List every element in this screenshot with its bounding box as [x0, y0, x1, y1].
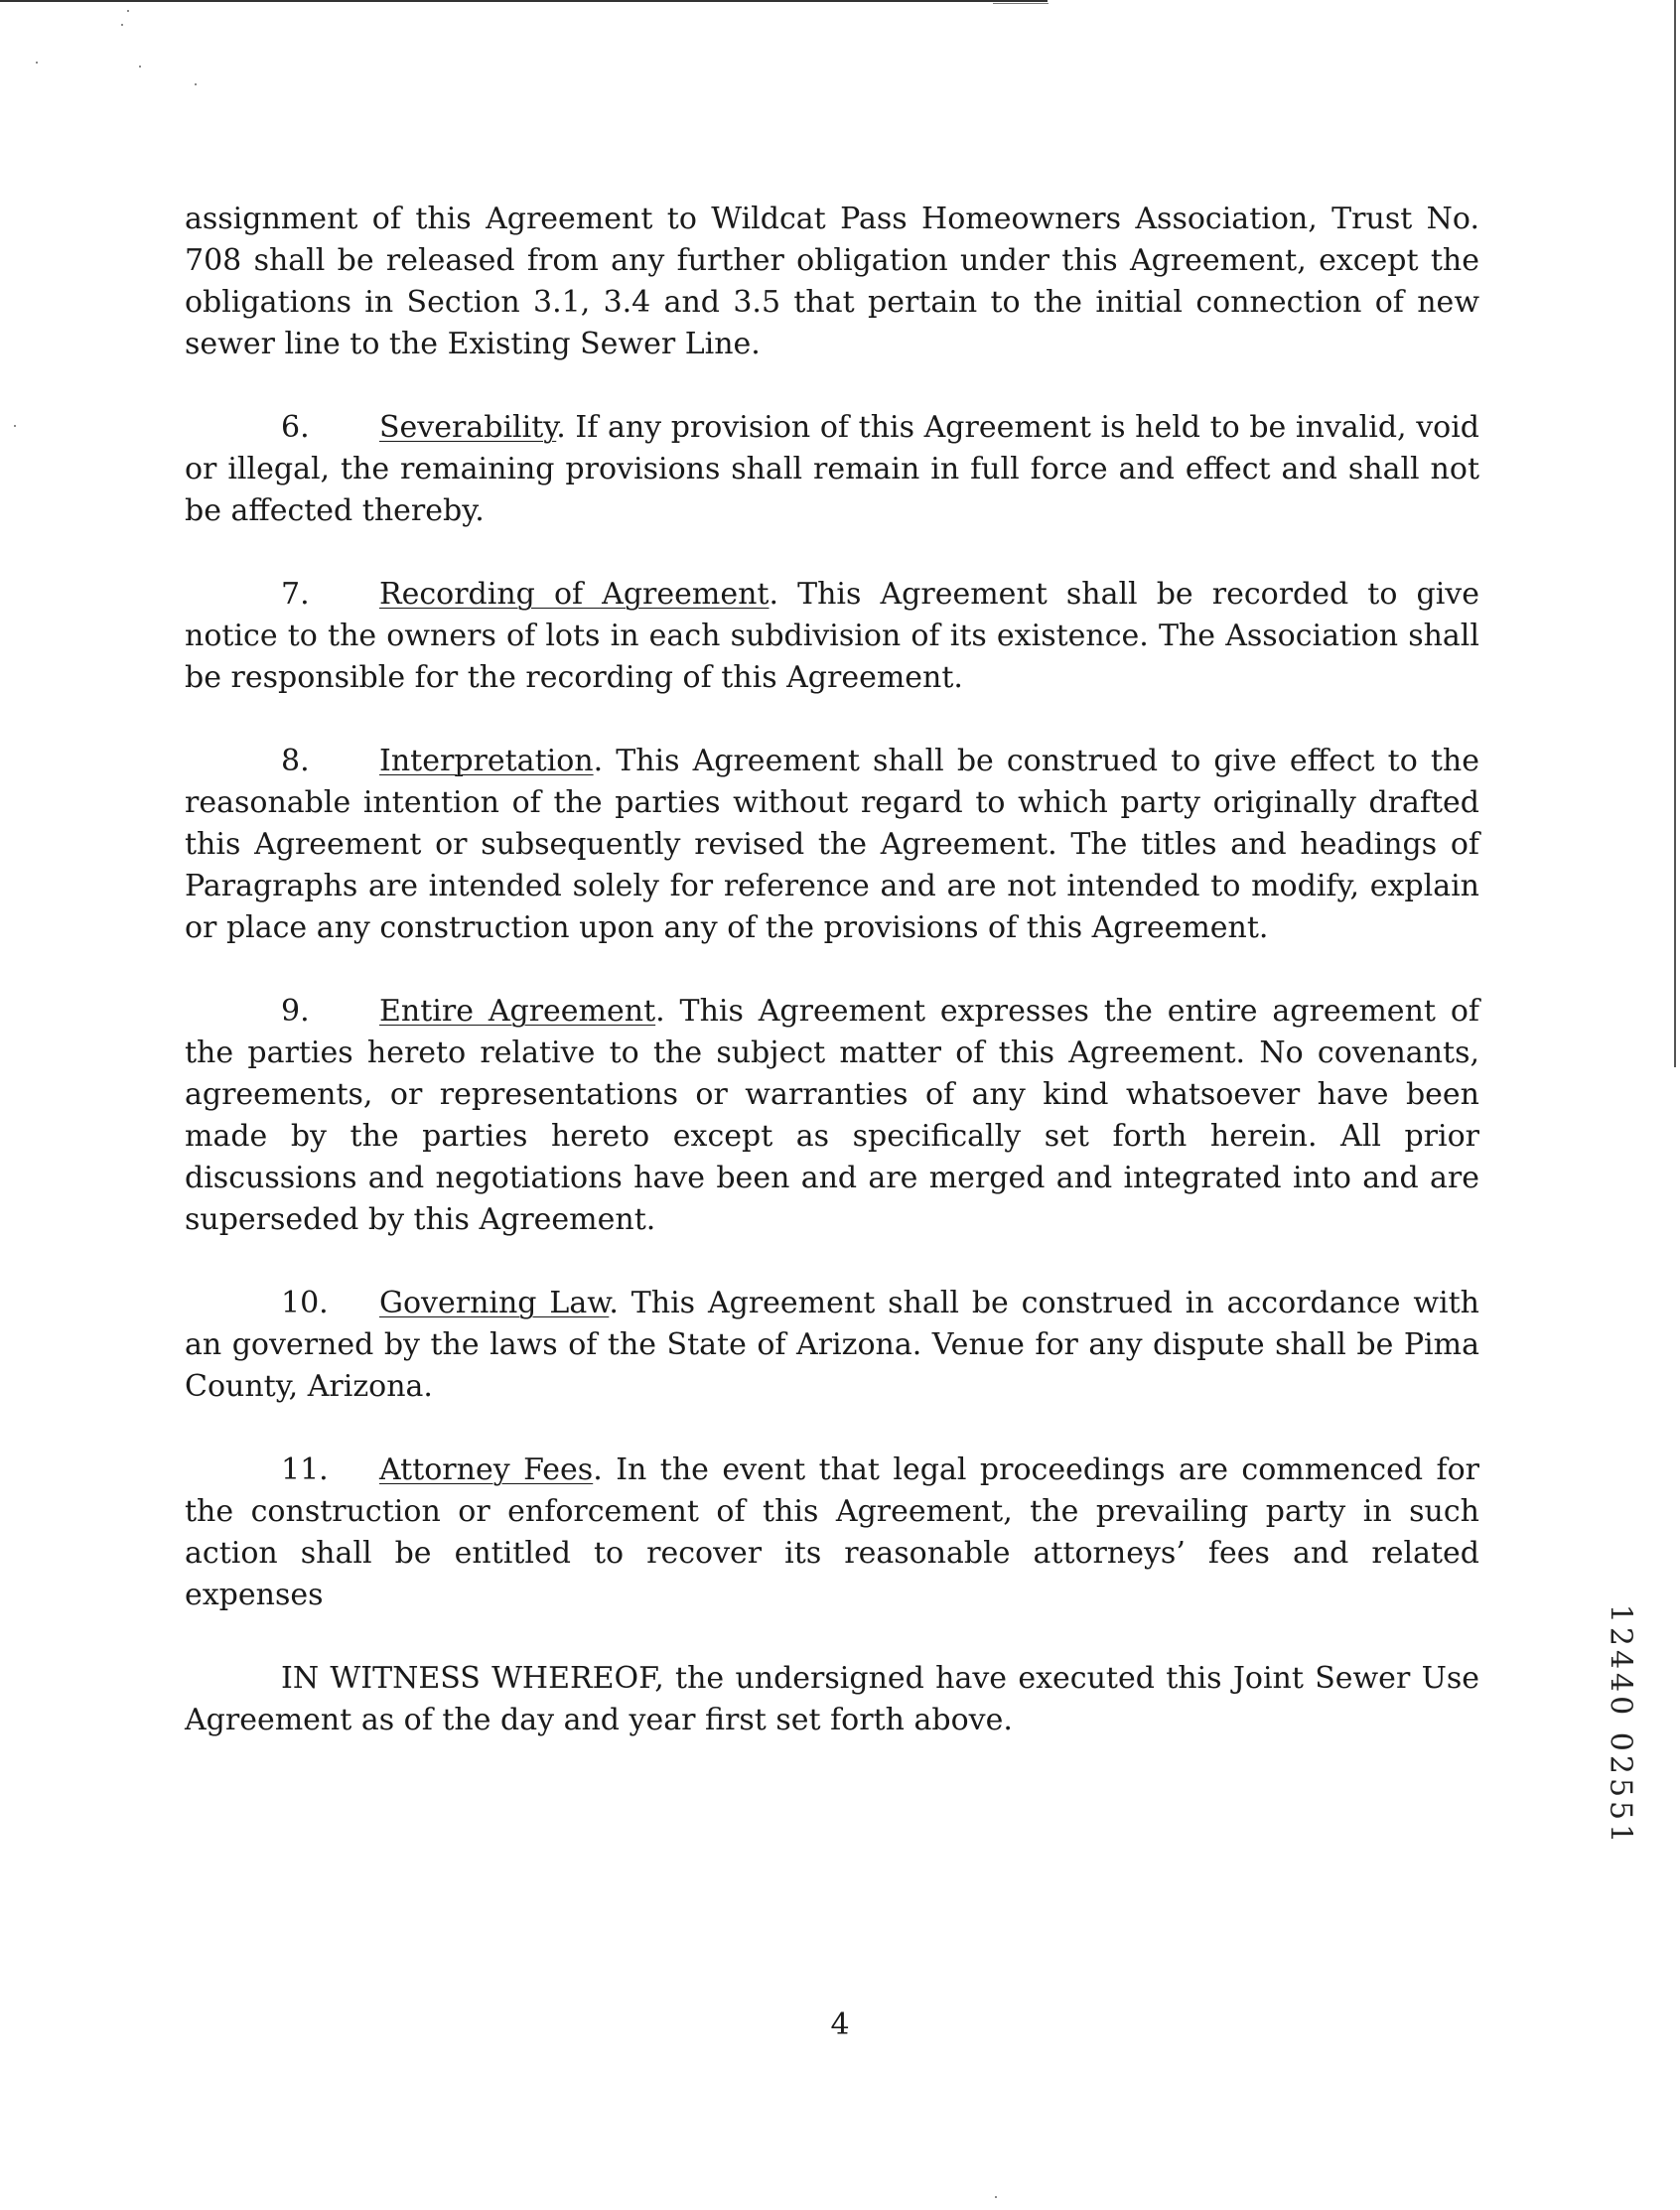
scan-speck: [121, 24, 123, 26]
section-heading: Governing Law: [379, 1286, 610, 1320]
recording-stamp: [1601, 1596, 1640, 1855]
section-11: [185, 1450, 1479, 1616]
section-text: . This Agreement shall be construed to give effect to the reasonable intention of the parties without regard to which party originally drafted this Agreement or subsequently revised the Agreement. The titles and headings of Paragraphs are intended solely for reference and are not intended to modify, explain or place any construction upon any of the provisions of this Agreement.: [185, 744, 1479, 945]
section-heading: Interpretation: [379, 744, 594, 778]
section-number: 7.: [281, 577, 310, 612]
document-body: [185, 199, 1479, 1741]
section-text: . If any provision of this Agreement is held to be invalid, void or illegal, the remaining provisions shall remain in full force and effect and shall not be affected thereby.: [185, 410, 1479, 528]
section-7: [185, 574, 1479, 699]
opening-paragraph: assignment of this Agreement to Wildcat Pass Homeowners Association, Trust No. 708 shall be released from any further obligation under this Agreement, except the obligations in Section 3.1, 3.4 and 3.5 that pertain to the initial connection of new sewer line to the Existing Sewer Line.: [185, 202, 1479, 361]
scan-speck: [995, 2196, 997, 2198]
section-heading: Attorney Fees: [379, 1452, 594, 1487]
section-number: 8.: [281, 744, 310, 778]
section-heading: Entire Agreement: [379, 994, 656, 1029]
top-scan-rule: [0, 0, 1048, 2]
section-8: [185, 741, 1479, 949]
witness-clause: IN WITNESS WHEREOF, the undersigned have executed this Joint Sewer Use Agreement as of the day and year first set forth above.: [185, 1661, 1479, 1737]
scan-speck: [36, 62, 38, 64]
section-text: . This Agreement shall be construed in accordance with an governed by the laws of the State of Arizona. Venue for any dispute shall be Pima County, Arizona.: [185, 1286, 1479, 1404]
scan-speck: [127, 10, 129, 12]
section-heading: Severability: [379, 410, 557, 445]
section-text: . This Agreement expresses the entire agreement of the parties hereto relative to the subject matter of this Agreement. No covenants, agreements, or representations or warranties of any kind whatsoever have been made by the parties hereto except as specifically set forth herein. All prior discussions and negotiations have been and are merged and integrated into and are superseded by this Agreement.: [185, 994, 1479, 1237]
section-text: . In the event that legal proceedings are commenced for the construction or enforcement of this Agreement, the prevailing party in such action shall be entitled to recover its reasonable attorneys’ fees and related expenses: [185, 1452, 1479, 1612]
section-9: [185, 991, 1479, 1241]
scan-speck: [139, 66, 141, 68]
scan-speck: [195, 83, 197, 85]
scan-speck: [14, 425, 16, 427]
top-scan-rule-tail: [993, 3, 1049, 4]
section-number: 11.: [281, 1452, 329, 1487]
section-text: . This Agreement shall be recorded to give notice to the owners of lots in each subdivision of its existence. The Association shall be responsible for the recording of this Agreement.: [185, 577, 1479, 695]
section-6: [185, 407, 1479, 532]
section-number: 6.: [281, 410, 310, 445]
section-10: [185, 1283, 1479, 1408]
page-number: 4: [830, 2007, 850, 2042]
section-number: 10.: [281, 1286, 329, 1320]
recording-stamp-number: 12440 02551: [1603, 1603, 1638, 1848]
right-scan-edge: [1674, 0, 1676, 1067]
section-number: 9.: [281, 994, 310, 1029]
section-heading: Recording of Agreement: [379, 577, 770, 612]
